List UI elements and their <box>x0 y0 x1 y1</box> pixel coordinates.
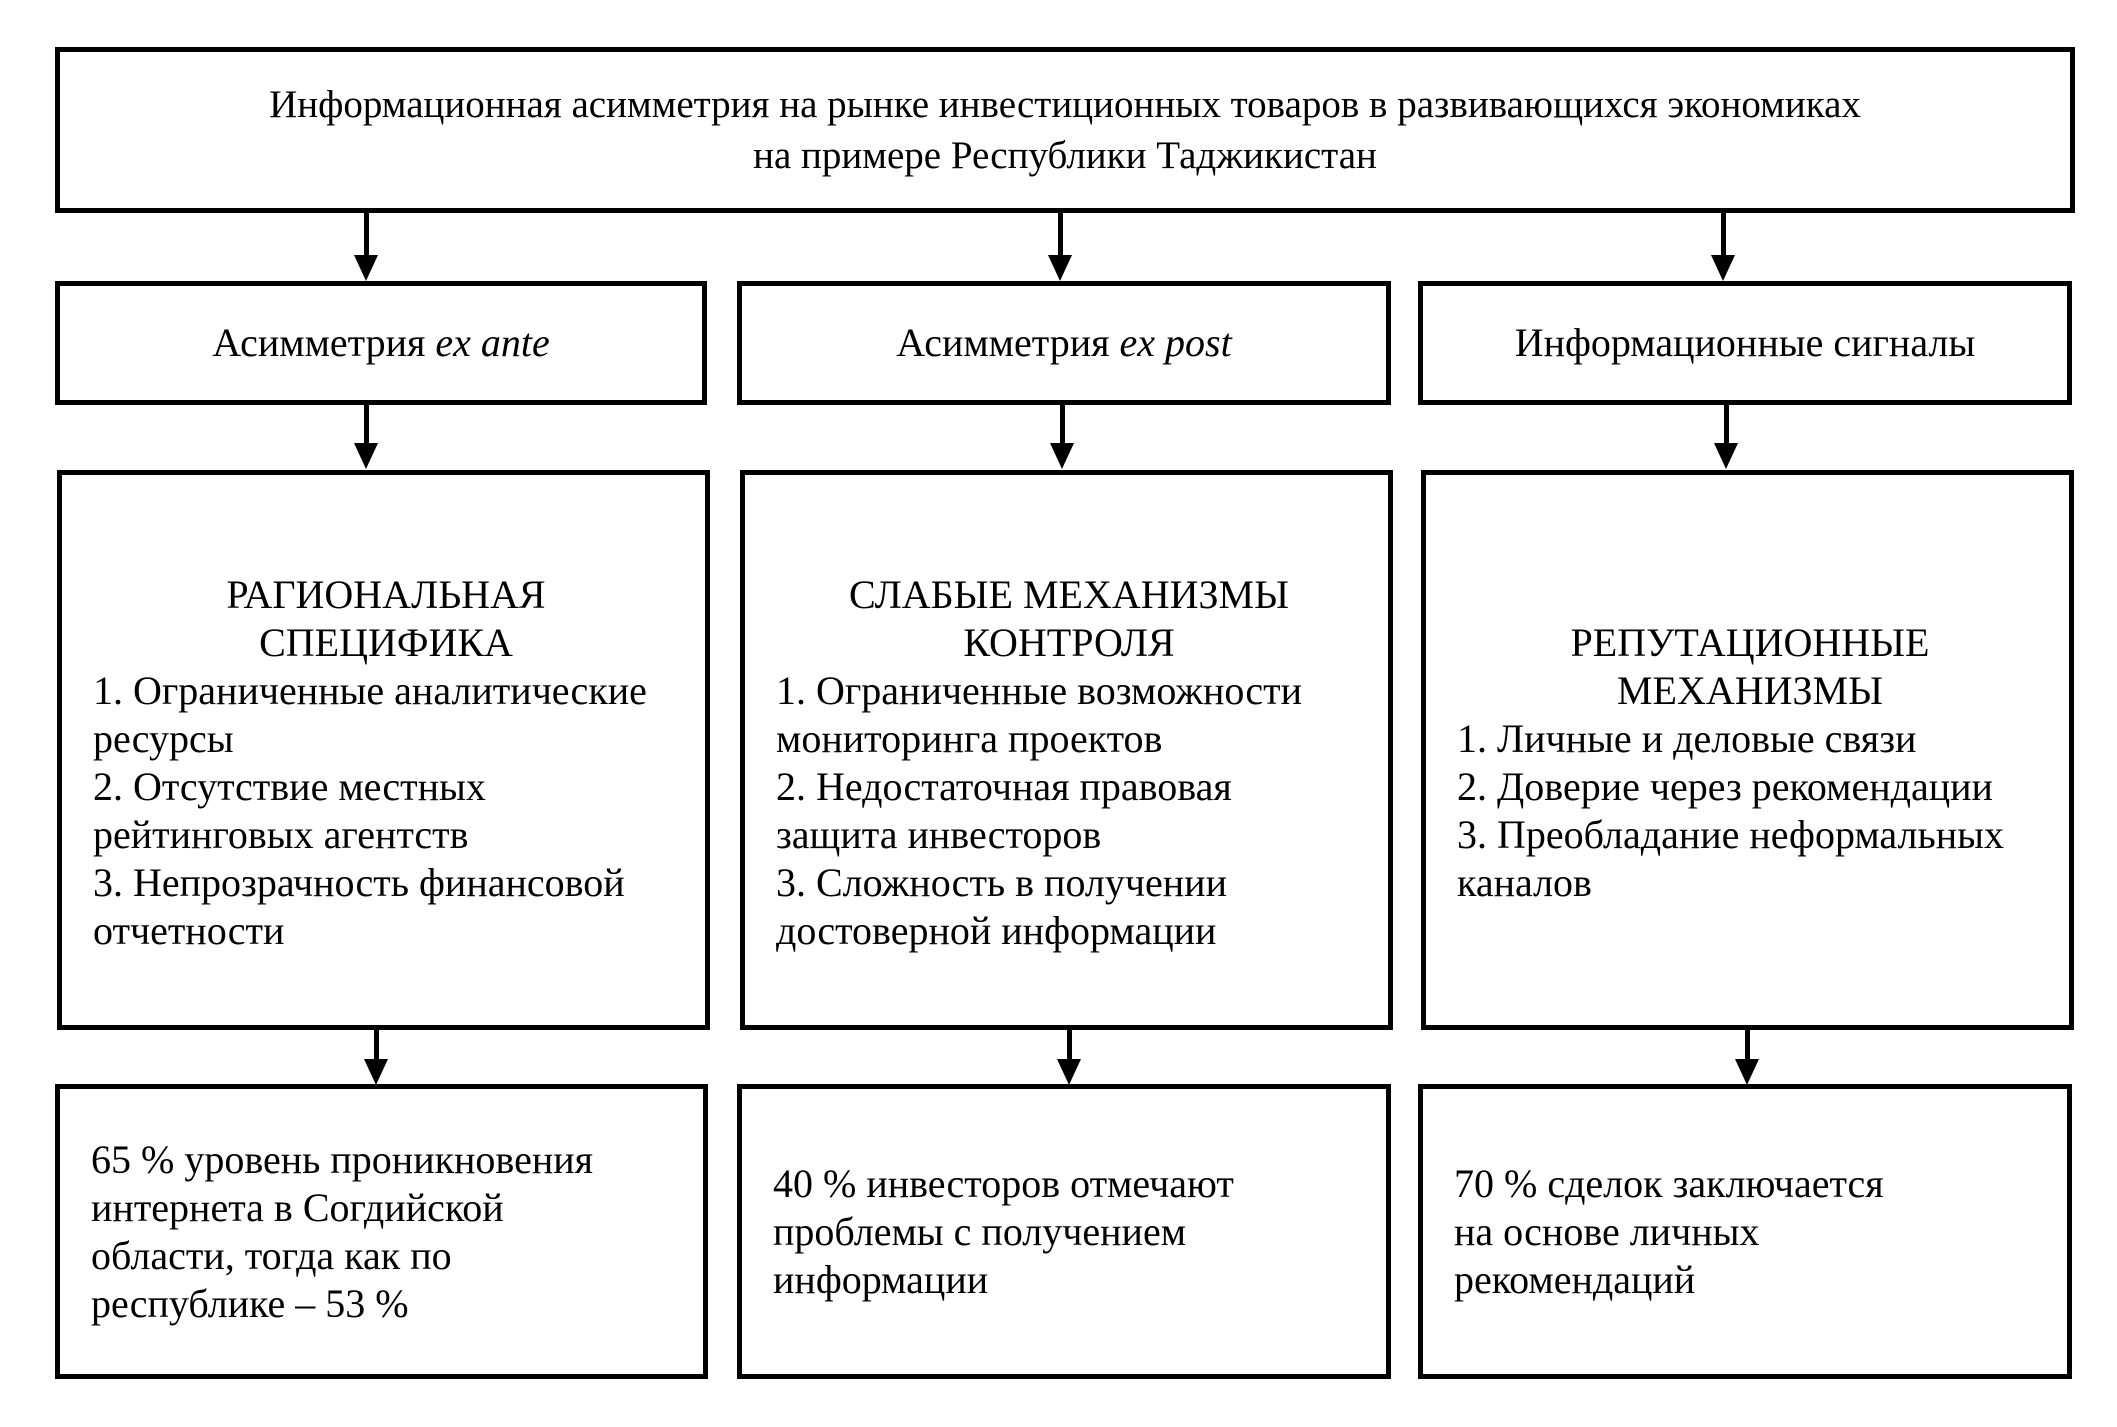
detail-heading: СЛАБЫЕ МЕХАНИЗМЫ <box>848 572 1290 617</box>
detail-heading: КОНТРОЛЯ <box>963 620 1175 665</box>
detail-item: 2. Доверие через рекомендации <box>1457 764 1993 809</box>
category-label: Информационные сигналы <box>1514 320 1976 365</box>
fact-line: 40 % инвесторов отмечают <box>773 1160 1234 1206</box>
fact-line: рекомендаций <box>1454 1256 1696 1302</box>
detail-item: рейтинговых агентств <box>93 812 469 857</box>
detail-item: отчетности <box>93 908 285 953</box>
category-label: Асимметрия ex ante <box>212 320 550 365</box>
detail-item: 2. Отсутствие местных <box>93 764 486 809</box>
fact-box-internet-penetration <box>55 1084 708 1379</box>
fact-line: республике – 53 % <box>91 1280 409 1326</box>
detail-item: 1. Личные и деловые связи <box>1457 716 1917 761</box>
detail-item: 1. Ограниченные аналитические <box>93 668 647 713</box>
detail-item: 3. Сложность в получении <box>776 860 1227 905</box>
detail-item: 1. Ограниченные возможности <box>776 668 1303 713</box>
detail-heading: МЕХАНИЗМЫ <box>1616 668 1884 713</box>
detail-box-reputation <box>1421 470 2074 1030</box>
detail-item: 3. Преобладание неформальных <box>1457 812 2004 857</box>
fact-line: 70 % сделок заключается <box>1454 1160 1884 1206</box>
detail-heading: РЕПУТАЦИОННЫЕ <box>1570 620 1930 665</box>
category-box-ex-ante <box>55 281 707 405</box>
detail-item: достоверной информации <box>776 908 1217 953</box>
detail-item: мониторинга проектов <box>776 716 1163 761</box>
root-title-line-1: Информационная асимметрия на рынке инвестиционных товаров в развивающихся экономиках <box>269 83 1861 126</box>
root-title-line-2: на примере Республики Таджикистан <box>753 134 1377 177</box>
fact-line: области, тогда как по <box>91 1232 452 1278</box>
detail-box-weak-control <box>740 470 1393 1030</box>
fact-line: 65 % уровень проникновения <box>91 1136 594 1182</box>
category-label: Асимметрия ex post <box>896 320 1232 365</box>
category-box-ex-post <box>737 281 1391 405</box>
detail-heading: СПЕЦИФИКА <box>259 620 513 665</box>
root-node-title-box <box>55 47 2075 213</box>
fact-line: проблемы с получением <box>773 1208 1187 1254</box>
fact-line: на основе личных <box>1454 1208 1760 1254</box>
detail-item: ресурсы <box>93 716 234 761</box>
detail-item: 2. Недостаточная правовая <box>776 764 1232 809</box>
fact-line: интернета в Согдийской <box>91 1184 504 1230</box>
detail-item: каналов <box>1457 860 1592 905</box>
detail-item: защита инвесторов <box>776 812 1102 857</box>
detail-box-regional-specifics <box>57 470 710 1030</box>
detail-heading: РАГИОНАЛЬНАЯ <box>226 572 546 617</box>
fact-box-investor-problems <box>737 1084 1391 1379</box>
fact-box-personal-deals <box>1418 1084 2072 1379</box>
fact-line: информации <box>773 1256 989 1302</box>
category-box-signals <box>1418 281 2072 405</box>
detail-item: 3. Непрозрачность финансовой <box>93 860 625 905</box>
